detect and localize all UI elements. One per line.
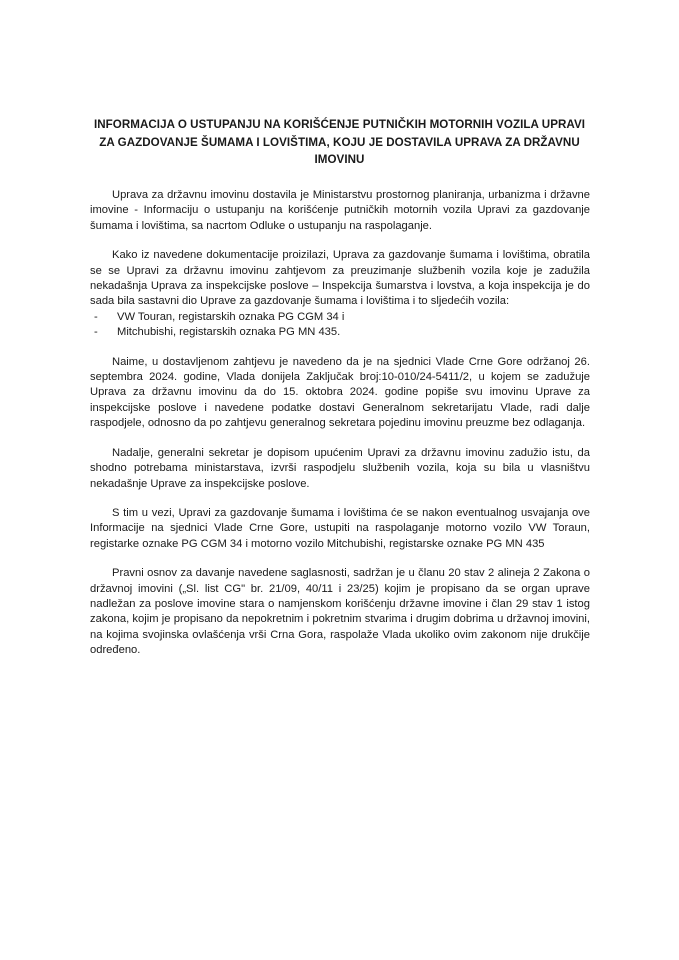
document-title (80, 116, 599, 169)
vehicle-list (90, 310, 590, 341)
title-line: ZA GAZDOVANJE ŠUMAMA I LOVIŠTIMA, KOJU JE DOSTAVILA UPRAVA ZA DRŽAVNU (99, 135, 580, 149)
title-line: IMOVINU (314, 153, 365, 166)
paragraph-intro: Uprava za državnu imovinu dostavila je Ministarstvu prostornog planiranja, urbanizma i državne imovine - Informaciju o ustupanju na korišćenje putničkih motornih vozila Upravi za gazdovanje šumama i lovištima, sa nacrtom Odluke o ustupanju na raspolaganje. (90, 189, 590, 232)
list-dash: - (94, 310, 98, 323)
paragraph-transfer: S tim u vezi, Upravi za gazdovanje šumama i lovištima će se nakon eventualnog usvajanja ove Informacije na sjednici Vlade Crne Gore, ustupiti na raspolaganje motorno vozilo VW Toraun, registarke oznake PG CGM 34 i motorno vozilo Mitchubishi, registarske oznake PG MN 435 (90, 506, 590, 550)
paragraph-request: Kako iz navedene dokumentacije proizilazi, Uprava za gazdovanje šumama i lovištima, obratila se se Upravi za državnu imovinu zahtjevom za preuzimanje službenih vozila koje je zadužila nekadašnja Uprava za inspekcijske poslove – Inspekcija šumarstva i lovstva, a koja inspekcija je do sada bila sastavni dio Uprave za gazdovanje šumama i lovištima i to sljedećih vozila: (90, 249, 590, 308)
list-item (90, 310, 590, 325)
document-body (90, 188, 590, 673)
list-item-text: VW Touran, registarskih oznaka PG CGM 34 i (117, 310, 345, 323)
paragraph-conclusion: Naime, u dostavljenom zahtjevu je navedeno da je na sjednici Vlade Crne Gore održanoj 26. septembra 2024. godine, Vlada donijela Zaključak broj:10-010/24-5411/2, u kojem se zadužuje Uprava za državnu imovinu da do 15. oktobra 2024. godine popiše svu imovinu Uprave za inspekcijske poslove i navedene podatke dostavi Generalnom sekretarijatu Vlade, radi dalje raspodjele, odnosno da po zahtjevu generalnog sekretara pojedinu imovinu preuzme bez odlaganja. (90, 355, 590, 430)
list-item-text: Mitchubishi, registarskih oznaka PG MN 435. (117, 326, 341, 339)
paragraph-secretary: Nadalje, generalni sekretar je dopisom upućenim Upravi za državnu imovinu zadužio istu, da shodno potrebama ministarstava, izvrši raspodjelu službenih vozila, koja su bila u vlasništvu nekadašnje Uprave za inspekcijske poslove. (90, 446, 590, 490)
paragraph-legal-basis: Pravni osnov za davanje navedene saglasnosti, sadržan je u članu 20 stav 2 alineja 2 Zakona o državnoj imovini („Sl. list CG" br. 21/09, 40/11 i 23/25) kojim je propisano da se organ uprave nadležan za poslove imovine stara o namjenskom korišćenju državne imovine i član 29 stav 1 istog zakona, kojim je propisano da nepokretnim i pokretnim stvarima i drugim dobrima u državnoj imovini, na kojima svojinska ovlašćenja vrši Crna Gora, raspolaže Vlada ukoliko ovim zakonom nije drukčije određeno. (90, 567, 590, 657)
list-dash: - (94, 326, 98, 339)
list-item (90, 325, 590, 340)
title-line: INFORMACIJA O USTUPANJU NA KORIŠĆENJE PUTNIČKIH MOTORNIH VOZILA UPRAVI (93, 118, 586, 131)
